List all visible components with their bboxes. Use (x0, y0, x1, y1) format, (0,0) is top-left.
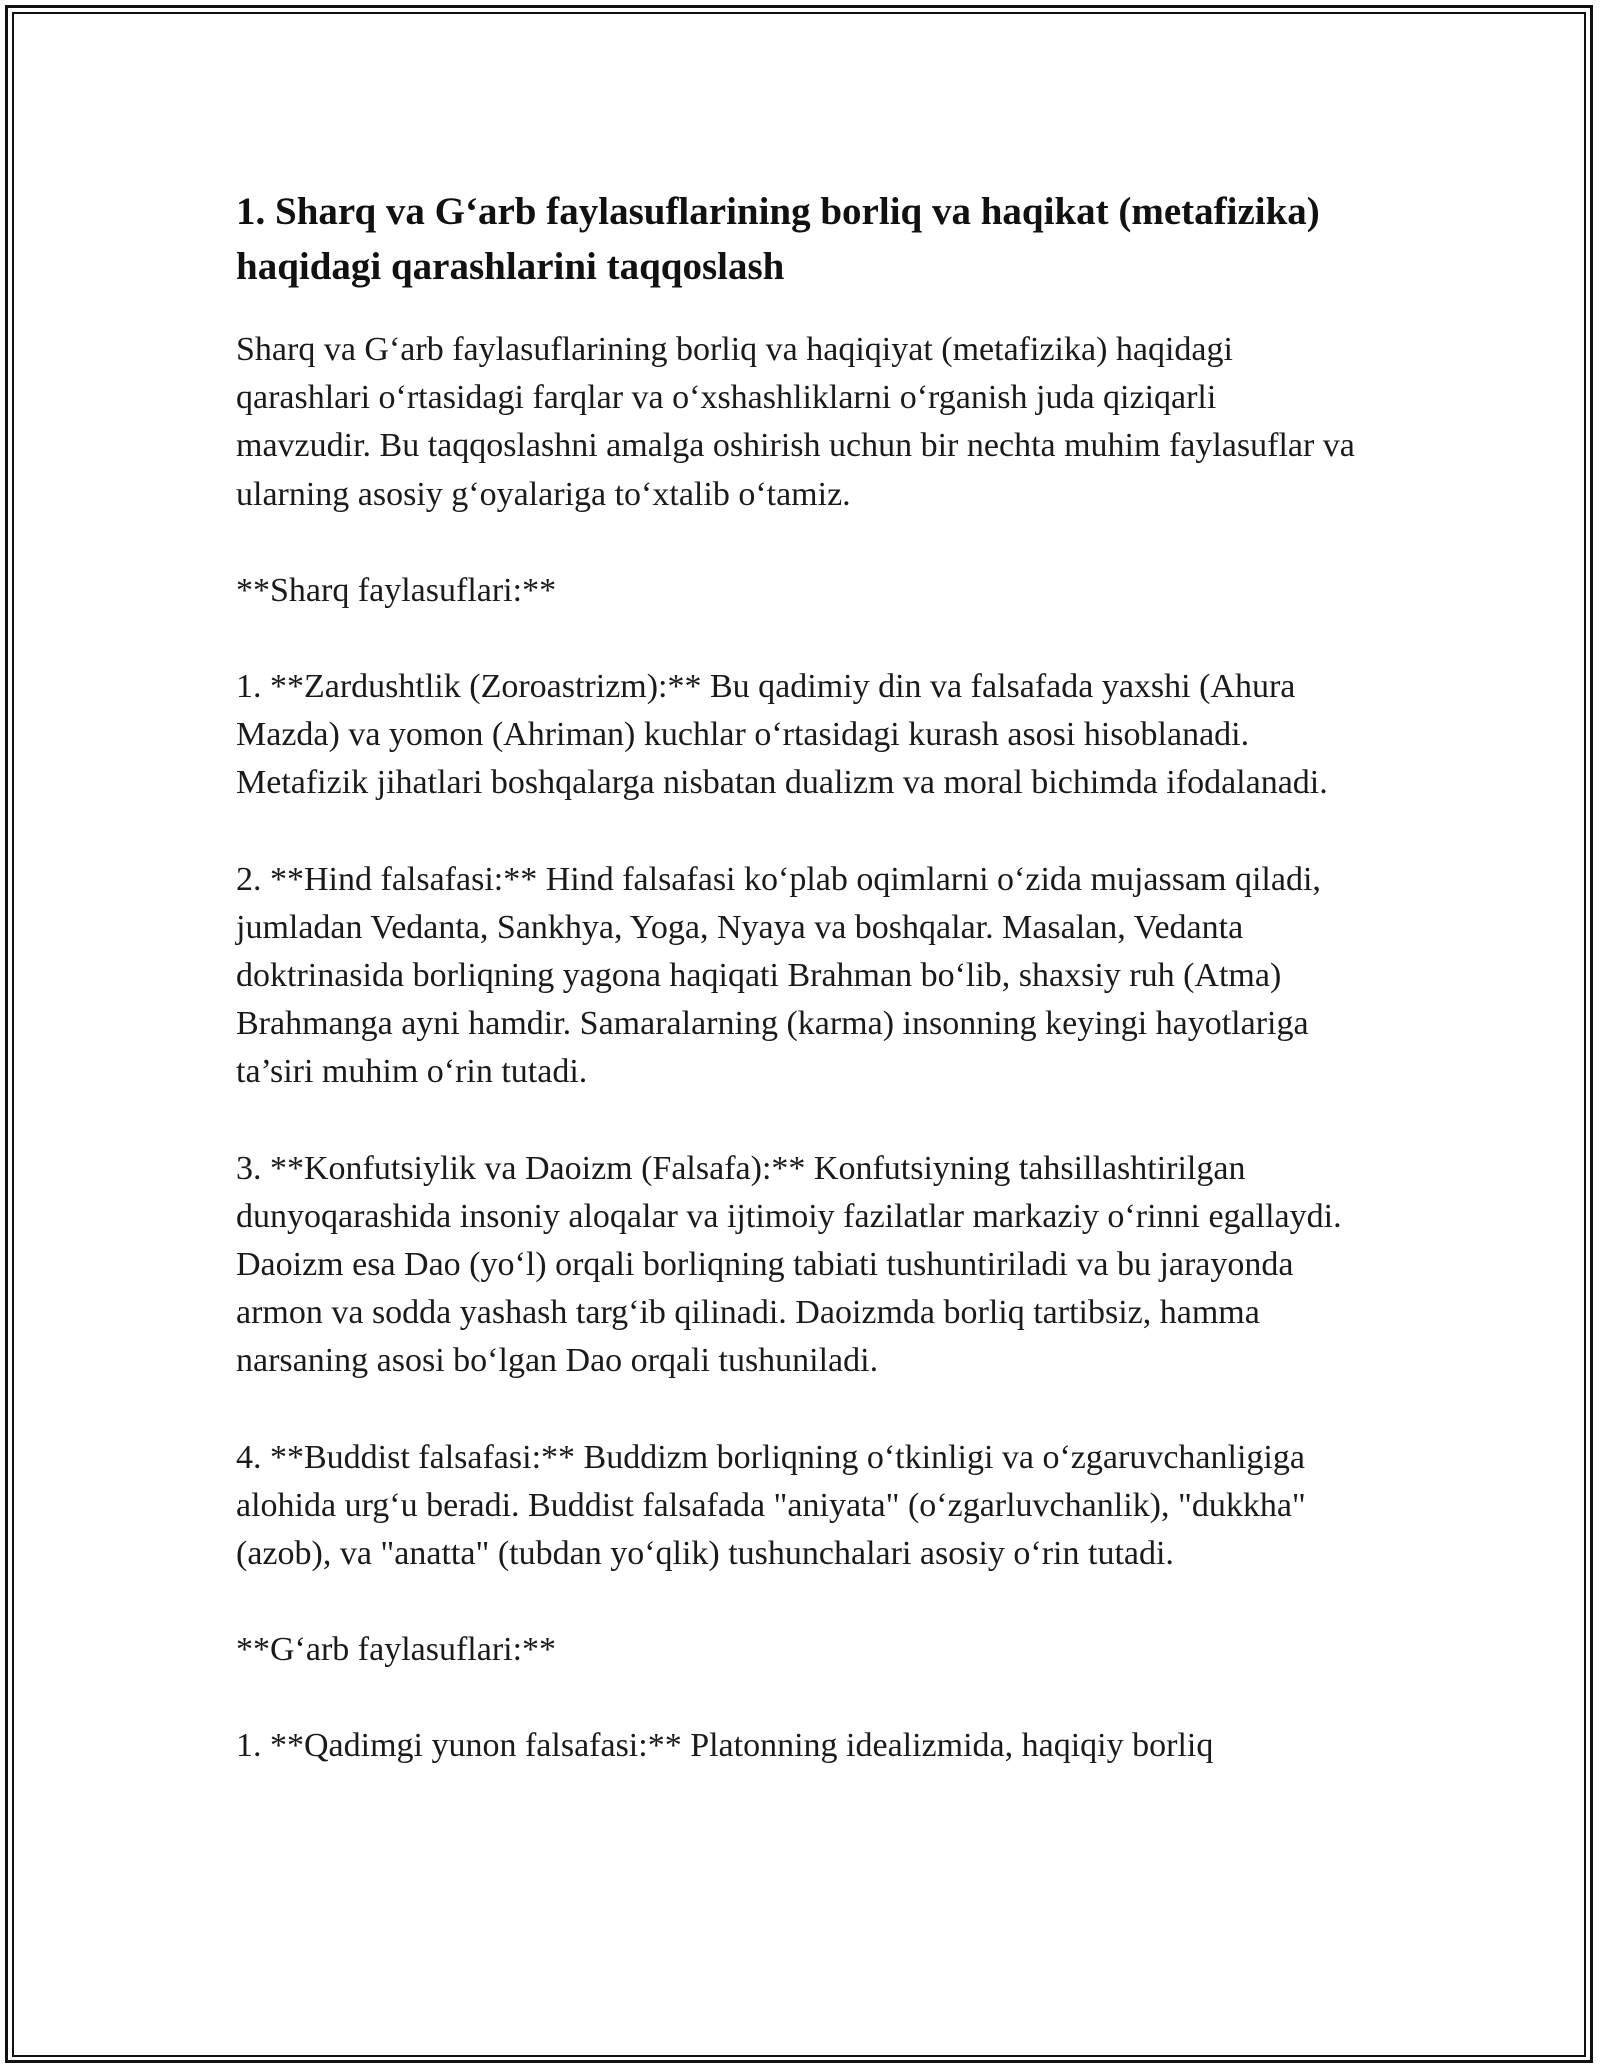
paragraph-gap (236, 808, 1356, 856)
east-item-confucianism-daoism: 3. **Konfutsiylik va Daoizm (Falsafa):** Konfutsiyning tahsillashtirilgan dunyoqarashida insoniy aloqalar va ijtimoiy fazilatlar markaziy o‘rinni egallaydi. Daoizm esa Dao (yo‘l) orqali borliqning tabiati tushuntiriladi va bu jarayonda armon va sodda yashash targ‘ib qilinadi. Daoizmda borliq tartibsiz, hamma narsaning asosi bo‘lgan Dao orqali tushuniladi. (236, 1149, 1342, 1380)
document-body (236, 184, 1356, 1771)
paragraph-gap (236, 1097, 1356, 1145)
east-item-indian-philosophy: 2. **Hind falsafasi:** Hind falsafasi ko‘plab oqimlarni o‘zida mujassam qiladi, jumladan Vedanta, Sankhya, Yoga, Nyaya va boshqalar. Masalan, Vedanta doktrinasida borliqning yagona haqiqati Brahman bo‘lib, shaxsiy ruh (Atma) Brahmanga ayni hamdir. Samaralarning (karma) insonning keyingi hayotlariga ta’siri muhim o‘rin tutadi. (236, 860, 1321, 1091)
paragraph-gap (236, 1674, 1356, 1722)
intro-paragraph: Sharq va G‘arb faylasuflarining borliq va haqiqiyat (metafizika) haqidagi qarashlari o‘rtasidagi farqlar va o‘xshashliklarni o‘rganish juda qiziqarli mavzudir. Bu taqqoslashni amalga oshirish uchun bir nechta muhim faylasuflar va ularning asosiy g‘oyalariga to‘xtalib o‘tamiz. (236, 331, 1355, 513)
document-title: 1. Sharq va G‘arb faylasuflarining borliq va haqikat (metafizika) haqidagi qarashlarini taqqoslash (236, 190, 1320, 288)
paragraph-gap (236, 519, 1356, 567)
east-item-zoroastrianism: 1. **Zardushtlik (Zoroastrizm):** Bu qadimiy din va falsafada yaxshi (Ahura Mazda) va yomon (Ahriman) kuchlar o‘rtasidagi kurash asosi hisoblanadi. Metafizik jihatlari boshqalarga nisbatan dualizm va moral bichimda ifodalanadi. (236, 668, 1328, 802)
paragraph-gap (236, 1386, 1356, 1434)
west-item-greek-philosophy: 1. **Qadimgi yunon falsafasi:** Platonning idealizmida, haqiqiy borliq (236, 1727, 1214, 1765)
paragraph-gap (236, 615, 1356, 663)
east-section-heading: **Sharq faylasuflari:** (236, 571, 557, 609)
paragraph-gap (236, 1578, 1356, 1626)
west-section-heading: **G‘arb faylasuflari:** (236, 1631, 557, 1669)
east-item-buddhist-philosophy: 4. **Buddist falsafasi:** Buddizm borliqning o‘tkinligi va o‘zgaruvchanligiga alohida urg‘u beradi. Buddist falsafada "aniyata" (o‘zgarluvchanlik), "dukkha" (azob), va "anatta" (tubdan yo‘qlik) tushunchalari asosiy o‘rin tutadi. (236, 1438, 1306, 1573)
